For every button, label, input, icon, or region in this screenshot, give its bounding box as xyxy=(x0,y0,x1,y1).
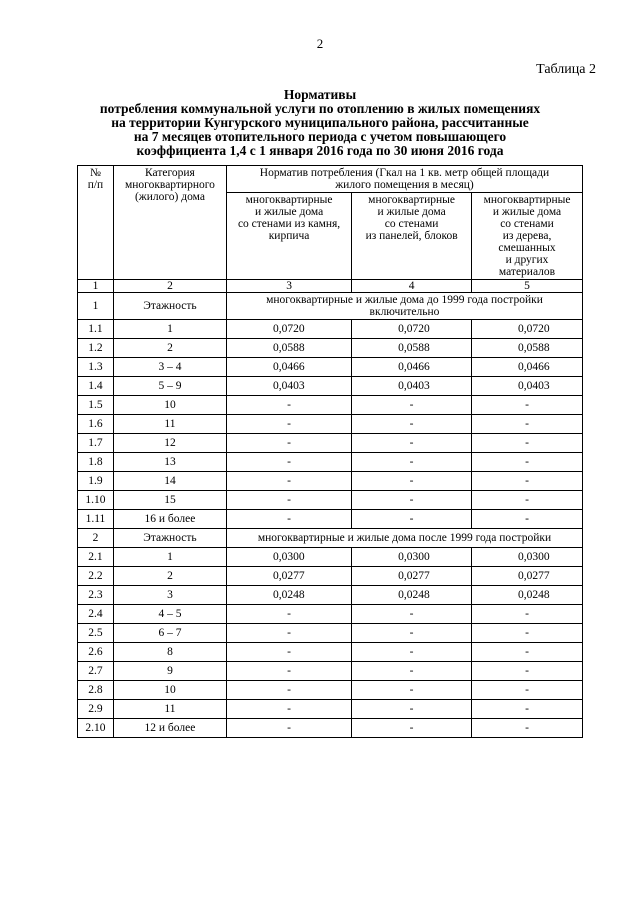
table-row xyxy=(78,662,583,681)
table-row xyxy=(78,358,583,377)
norm-value: 0,0277 xyxy=(472,567,583,586)
norm-value: - xyxy=(352,510,472,529)
norm-value: - xyxy=(352,624,472,643)
norm-value: 0,0588 xyxy=(352,339,472,358)
norm-value: 0,0300 xyxy=(352,548,472,567)
column-number: 4 xyxy=(352,280,472,293)
row-category: 5 – 9 xyxy=(113,377,226,396)
row-category: 1 xyxy=(113,548,226,567)
norm-value: - xyxy=(352,434,472,453)
norm-value: - xyxy=(226,453,351,472)
norm-value: - xyxy=(352,662,472,681)
table-row xyxy=(78,605,583,624)
row-number: 2.3 xyxy=(78,586,114,605)
norm-value: 0,0403 xyxy=(352,377,472,396)
norm-value: - xyxy=(472,624,583,643)
table-row xyxy=(78,377,583,396)
norm-value: - xyxy=(472,491,583,510)
table-row xyxy=(78,548,583,567)
table-row xyxy=(78,510,583,529)
row-number: 1.10 xyxy=(78,491,114,510)
norm-value: - xyxy=(472,662,583,681)
section-label: Этажность xyxy=(113,529,226,548)
document-heading xyxy=(60,88,580,158)
norm-value: 0,0588 xyxy=(472,339,583,358)
row-number: 1.4 xyxy=(78,377,114,396)
row-category: 12 xyxy=(113,434,226,453)
norm-value: - xyxy=(226,624,351,643)
row-number: 2.8 xyxy=(78,681,114,700)
norm-value: 0,0720 xyxy=(352,320,472,339)
table-row xyxy=(78,415,583,434)
row-category: 11 xyxy=(113,415,226,434)
row-number: 1.7 xyxy=(78,434,114,453)
row-number: 1.11 xyxy=(78,510,114,529)
row-number: 1.2 xyxy=(78,339,114,358)
table-body xyxy=(78,280,583,738)
row-number: 1.9 xyxy=(78,472,114,491)
heading-line: потребления коммунальной услуги по отоплению в жилых помещениях xyxy=(99,101,541,116)
norm-value: - xyxy=(352,700,472,719)
row-number: 1.5 xyxy=(78,396,114,415)
row-number: 2.9 xyxy=(78,700,114,719)
column-number: 1 xyxy=(78,280,114,293)
table-row xyxy=(78,339,583,358)
norm-value: 0,0248 xyxy=(226,586,351,605)
table-row xyxy=(78,567,583,586)
row-number: 1.6 xyxy=(78,415,114,434)
norm-value: - xyxy=(472,472,583,491)
norm-value: 0,0466 xyxy=(226,358,351,377)
heading-line: на территории Кунгурского муниципального района, рассчитанные xyxy=(111,115,529,130)
norm-value: - xyxy=(352,415,472,434)
heading-line: коэффициента 1,4 с 1 января 2016 года по 30 июня 2016 года xyxy=(136,143,504,158)
table-row xyxy=(78,624,583,643)
row-category: 10 xyxy=(113,396,226,415)
norm-value: - xyxy=(352,453,472,472)
section-number: 2 xyxy=(78,529,114,548)
row-number: 2.4 xyxy=(78,605,114,624)
row-category: 12 и более xyxy=(113,719,226,738)
table-row xyxy=(78,453,583,472)
norms-table xyxy=(77,165,583,738)
norm-value: - xyxy=(226,491,351,510)
row-category: 8 xyxy=(113,643,226,662)
row-number: 2.6 xyxy=(78,643,114,662)
row-category: 3 xyxy=(113,586,226,605)
heading-line: на 7 месяцев отопительного периода с учетом повышающего xyxy=(133,129,507,144)
norm-value: - xyxy=(472,415,583,434)
norm-value: 0,0403 xyxy=(472,377,583,396)
norm-value: - xyxy=(472,396,583,415)
norm-value: - xyxy=(226,396,351,415)
header-col-stone: многоквартирные и жилые дома со стенами из камня, кирпича xyxy=(226,193,351,280)
norm-value: - xyxy=(226,472,351,491)
norm-value: - xyxy=(226,415,351,434)
header-norm-group: Норматив потребления (Гкал на 1 кв. метр общей площади жилого помещения в месяц) xyxy=(226,166,582,193)
norm-value: - xyxy=(472,681,583,700)
column-number: 2 xyxy=(113,280,226,293)
column-number: 3 xyxy=(226,280,351,293)
row-number: 1.8 xyxy=(78,453,114,472)
norm-value: 0,0403 xyxy=(226,377,351,396)
norm-value: - xyxy=(472,605,583,624)
row-category: 1 xyxy=(113,320,226,339)
norm-value: - xyxy=(472,643,583,662)
row-category: 15 xyxy=(113,491,226,510)
table-row xyxy=(78,320,583,339)
norm-value: - xyxy=(472,453,583,472)
norm-value: 0,0588 xyxy=(226,339,351,358)
row-number: 2.7 xyxy=(78,662,114,681)
section-description: многоквартирные и жилые дома до 1999 года постройки включительно xyxy=(226,293,582,320)
header-col-panel: многоквартирные и жилые дома со стенами из панелей, блоков xyxy=(352,193,472,280)
norm-value: - xyxy=(226,434,351,453)
table-label: Таблица 2 xyxy=(536,62,596,77)
table-header-row xyxy=(78,166,583,193)
row-category: 9 xyxy=(113,662,226,681)
header-num: № п/п xyxy=(78,166,114,280)
norm-value: - xyxy=(352,719,472,738)
norm-value: - xyxy=(226,700,351,719)
row-category: 14 xyxy=(113,472,226,491)
norm-value: 0,0720 xyxy=(472,320,583,339)
section-description: многоквартирные и жилые дома после 1999 года постройки xyxy=(226,529,582,548)
norm-value: - xyxy=(226,605,351,624)
table-row xyxy=(78,434,583,453)
norm-value: 0,0248 xyxy=(352,586,472,605)
table-row xyxy=(78,719,583,738)
row-category: 4 – 5 xyxy=(113,605,226,624)
table-row xyxy=(78,681,583,700)
norm-value: 0,0466 xyxy=(352,358,472,377)
norm-value: - xyxy=(352,605,472,624)
row-category: 16 и более xyxy=(113,510,226,529)
norm-value: - xyxy=(352,643,472,662)
norm-value: - xyxy=(352,472,472,491)
norm-value: 0,0277 xyxy=(226,567,351,586)
norm-value: - xyxy=(472,510,583,529)
norm-value: - xyxy=(226,510,351,529)
norm-value: 0,0720 xyxy=(226,320,351,339)
norm-value: - xyxy=(226,643,351,662)
norm-value: - xyxy=(352,491,472,510)
norm-value: 0,0277 xyxy=(352,567,472,586)
row-number: 1.1 xyxy=(78,320,114,339)
header-col-wood: многоквартирные и жилые дома со стенами из дерева, смешанных и других материалов xyxy=(472,193,583,280)
page-number: 2 xyxy=(316,36,324,51)
table-row xyxy=(78,586,583,605)
row-category: 2 xyxy=(113,567,226,586)
norm-value: - xyxy=(472,434,583,453)
heading-title: Нормативы xyxy=(283,87,357,102)
norm-value: - xyxy=(352,396,472,415)
norm-value: - xyxy=(226,662,351,681)
norm-value: - xyxy=(472,700,583,719)
table-row xyxy=(78,396,583,415)
section-row xyxy=(78,529,583,548)
row-number: 2.10 xyxy=(78,719,114,738)
section-number: 1 xyxy=(78,293,114,320)
norm-value: - xyxy=(226,681,351,700)
row-category: 10 xyxy=(113,681,226,700)
table-row xyxy=(78,472,583,491)
row-category: 3 – 4 xyxy=(113,358,226,377)
row-number: 2.1 xyxy=(78,548,114,567)
table-row xyxy=(78,700,583,719)
column-numbers-row xyxy=(78,280,583,293)
norm-value: 0,0300 xyxy=(472,548,583,567)
norm-value: 0,0248 xyxy=(472,586,583,605)
row-category: 13 xyxy=(113,453,226,472)
norm-value: 0,0466 xyxy=(472,358,583,377)
row-number: 2.5 xyxy=(78,624,114,643)
row-category: 11 xyxy=(113,700,226,719)
section-row xyxy=(78,293,583,320)
row-category: 2 xyxy=(113,339,226,358)
norm-value: - xyxy=(352,681,472,700)
row-number: 2.2 xyxy=(78,567,114,586)
row-category: 6 – 7 xyxy=(113,624,226,643)
header-category: Категория многоквартирного (жилого) дома xyxy=(113,166,226,280)
section-label: Этажность xyxy=(113,293,226,320)
norm-value: 0,0300 xyxy=(226,548,351,567)
table-row xyxy=(78,491,583,510)
column-number: 5 xyxy=(472,280,583,293)
table-row xyxy=(78,643,583,662)
norm-value: - xyxy=(226,719,351,738)
norm-value: - xyxy=(472,719,583,738)
row-number: 1.3 xyxy=(78,358,114,377)
